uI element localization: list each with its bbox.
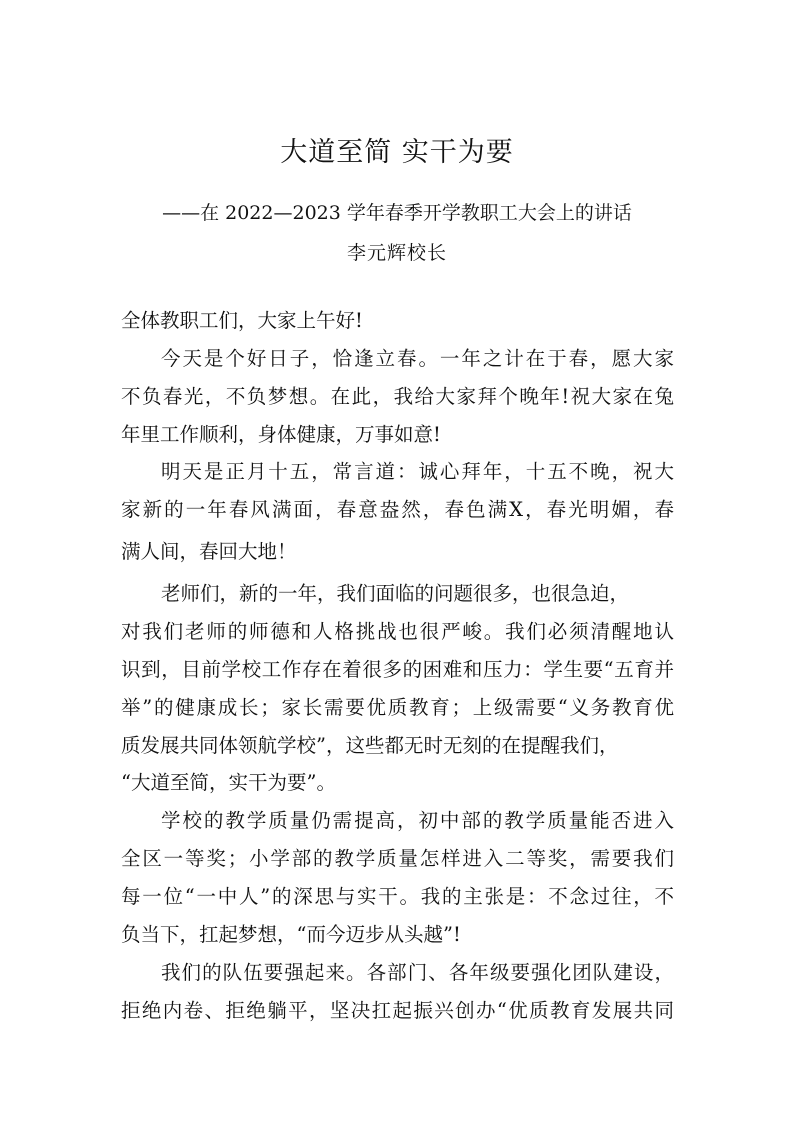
body-line: 家新的一年春风满面，春意盎然，春色满X，春光明媚，春 [121, 498, 674, 521]
body-line: 今天是个好日子，恰逢立春。一年之计在于春，愿大家 [161, 347, 674, 370]
body-line: 老师们，新的一年，我们面临的问题很多，也很急迫， [161, 582, 630, 605]
body-line: 满人间，春回大地！ [121, 540, 297, 563]
document-title: 大道至简 实干为要 [280, 137, 514, 168]
body-line: 明天是正月十五，常言道：诚心拜年，十五不晚，祝大 [161, 460, 674, 483]
greeting-line: 全体教职工们，大家上午好! [121, 309, 363, 332]
body-line: 年里工作顺利，身体健康，万事如意! [121, 423, 441, 446]
body-line: 识到，目前学校工作存在着很多的困难和压力：学生要“五育并 [121, 658, 674, 681]
body-line: 每一位“一中人”的深思与实干。我的主张是：不念过往，不 [121, 885, 674, 908]
body-line: 全区一等奖；小学部的教学质量怎样进入二等奖，需要我们 [121, 847, 674, 870]
body-line: 不负春光，不负梦想。在此，我给大家拜个晚年!祝大家在兔 [121, 385, 674, 408]
body-line: 对我们老师的师德和人格挑战也很严峻。我们必须清醒地认 [121, 620, 674, 643]
body-line: 负当下，扛起梦想，“而今迈步从头越”! [121, 923, 461, 946]
body-line: 学校的教学质量仍需提高，初中部的教学质量能否进入 [161, 809, 674, 832]
document-author: 李元辉校长 [346, 242, 447, 264]
body-line: “大道至简，实干为要”。 [121, 771, 336, 794]
body-line: 举”的健康成长；家长需要优质教育；上级需要“义务教育优 [121, 696, 674, 719]
body-line: 我们的队伍要强起来。各部门、各年级要强化团队建设， [161, 961, 674, 984]
document-subtitle: ——在 2022—2023 学年春季开学教职工大会上的讲话 [162, 202, 632, 224]
body-line: 拒绝内卷、拒绝躺平，坚决扛起振兴创办“优质教育发展共同 [121, 999, 674, 1022]
body-line: 质发展共同体领航学校”，这些都无时无刻的在提醒我们， [121, 734, 619, 757]
